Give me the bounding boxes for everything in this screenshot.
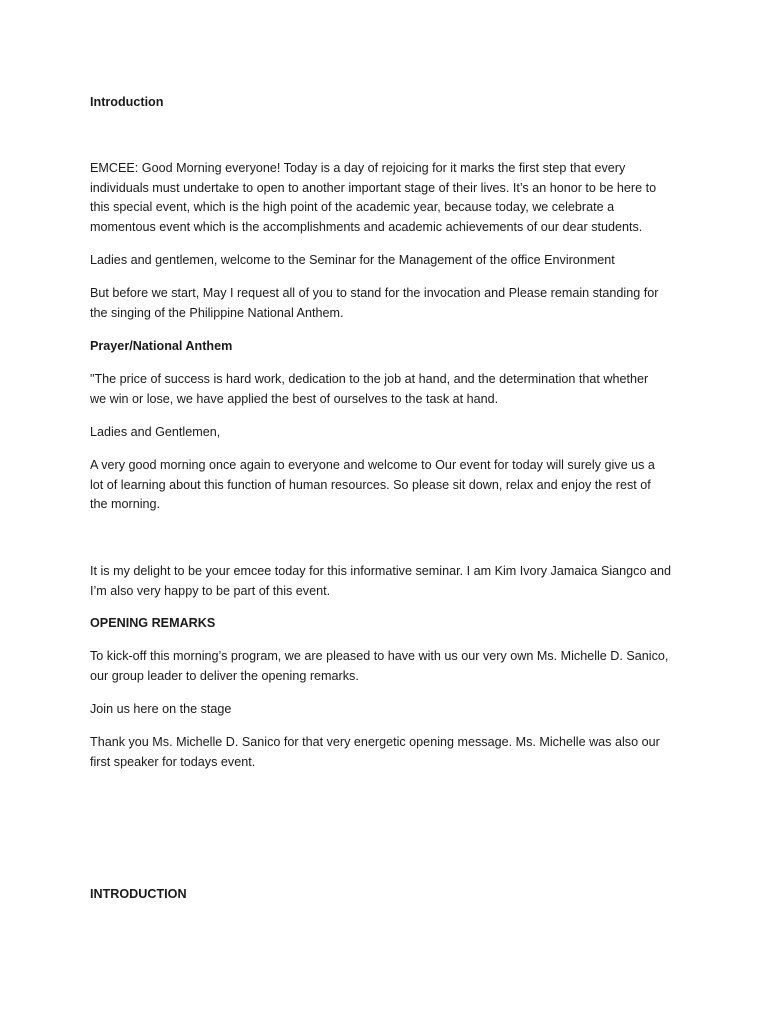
text-line: To kick-off this morning’s program, we are pleased to have with us our very own Ms. Michelle D. Sanico, <box>90 649 669 663</box>
paragraph-good-morning <box>90 456 690 515</box>
text-line: I’m also very happy to be part of this event. <box>90 583 331 598</box>
text-line: the singing of the Philippine National Anthem. <box>90 305 344 320</box>
text-line: A very good morning once again to everyone and welcome to Our event for today will surely give us a <box>90 458 655 472</box>
heading-introduction-2: INTRODUCTION <box>90 887 187 901</box>
heading-prayer-anthem: Prayer/National Anthem <box>90 339 233 353</box>
text-line: the morning. <box>90 497 161 512</box>
paragraph-delight <box>90 562 690 601</box>
paragraph-ladies-gentlemen <box>90 423 690 443</box>
text-line: this special event, which is the high point of the academic year, because today, we celebrate a <box>90 200 615 215</box>
paragraph-emcee-greeting <box>90 159 690 237</box>
text-line: our group leader to deliver the opening remarks. <box>90 668 359 683</box>
text-line: Join us here on the stage <box>90 702 232 716</box>
text-line: individuals must undertake to open to another important stage of their lives. It’s an honor to be here to <box>90 180 657 195</box>
paragraph-welcome <box>90 251 690 271</box>
heading-opening-remarks: OPENING REMARKS <box>90 616 216 630</box>
text-line: Ladies and Gentlemen, <box>90 425 221 439</box>
text-line: It is my delight to be your emcee today for this informative seminar. I am Kim Ivory Jamaica Siangco and <box>90 564 671 578</box>
text-line: But before we start, May I request all of you to stand for the invocation and Please remain standing for <box>90 286 659 300</box>
paragraph-quote <box>90 370 690 409</box>
text-line: we win or lose, we have applied the best of ourselves to the task at hand. <box>90 391 499 406</box>
text-line: first speaker for todays event. <box>90 754 256 769</box>
heading-introduction: Introduction <box>90 95 164 109</box>
text-line: lot of learning about this function of human resources. So please sit down, relax and enjoy the rest of <box>90 477 651 492</box>
text-line: Thank you Ms. Michelle D. Sanico for that very energetic opening message. Ms. Michelle was also our <box>90 735 660 749</box>
text-line: "The price of success is hard work, dedication to the job at hand, and the determination that whether <box>90 372 649 386</box>
text-line: momentous event which is the accomplishments and academic achievements of our dear students. <box>90 219 643 234</box>
paragraph-join-stage <box>90 700 690 720</box>
paragraph-request <box>90 284 690 323</box>
text-line: EMCEE: Good Morning everyone! Today is a day of rejoicing for it marks the first step that every <box>90 161 626 175</box>
text-line: Ladies and gentlemen, welcome to the Seminar for the Management of the office Environment <box>90 253 615 267</box>
paragraph-thank-you <box>90 733 690 772</box>
paragraph-kickoff <box>90 647 690 686</box>
